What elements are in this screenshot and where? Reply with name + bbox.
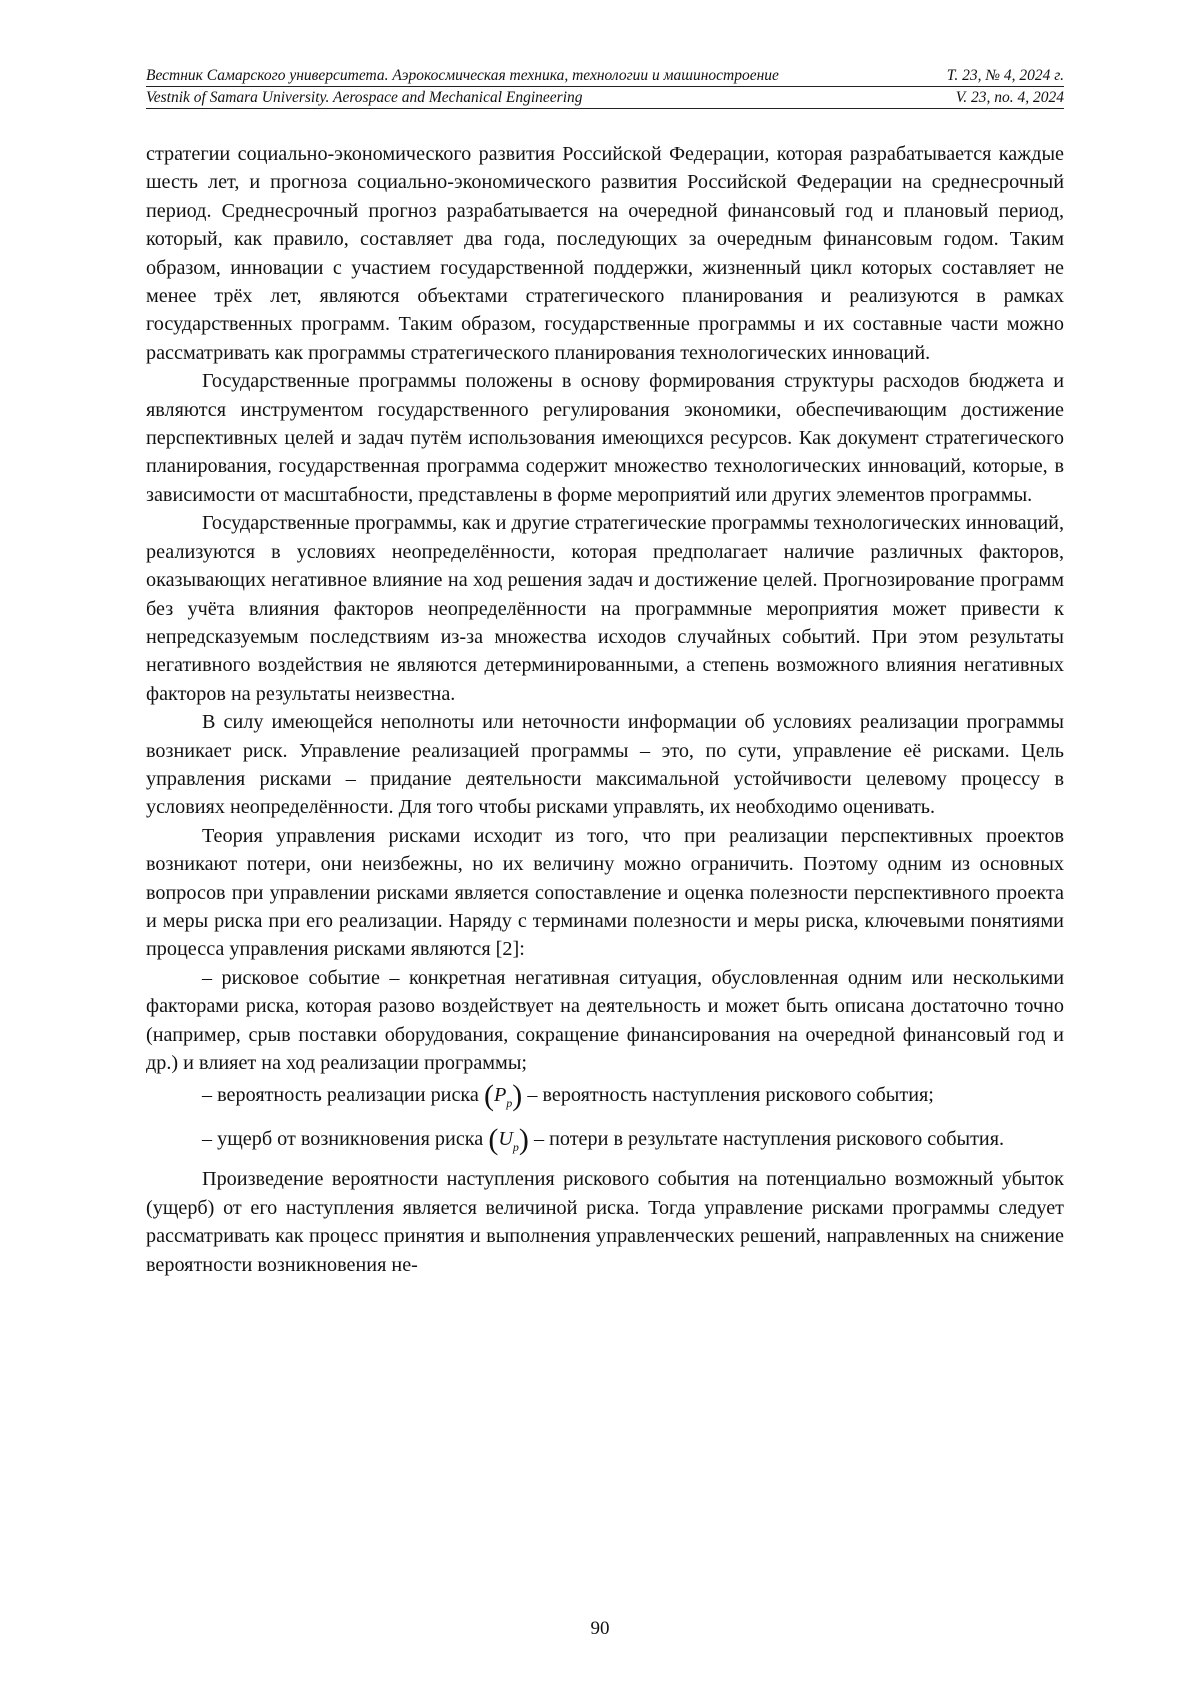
page-number: 90: [590, 1618, 610, 1639]
volume-en: V. 23, no. 4, 2024: [955, 89, 1064, 106]
formula-subscript: p: [512, 1140, 519, 1155]
header-row-en: [146, 89, 1064, 109]
formula-symbol: P: [493, 1084, 507, 1107]
formula-up: $(U_p)$: [488, 1123, 529, 1157]
formula-subscript: p: [506, 1096, 513, 1111]
list-item-text: – вероятность наступления рискового события;: [527, 1084, 934, 1107]
paragraph: Государственные программы, как и другие стратегические программы технологических инноваций, реализуются в условиях неопределённости, которая предполагает наличие различных факторов, оказывающих негативное влияние на ход решения задач и достижение целей. Прогнозирование программ без учёта влияния факторов неопределённости на программные мероприятия может привести к непредсказуемым последствиям из-за множества исходов случайных событий. При этом результаты негативного воздействия не являются детерминированными, а степень возможного влияния негативных факторов на результаты неизвестна.: [146, 512, 1064, 705]
paragraph: Произведение вероятности наступления рискового события на потенциально возможный убыток (ущерб) от его наступления является величиной риска. Тогда управление рисками программы следует рассматривать как процесс принятия и выполнения управленческих решений, направленных на снижение вероятности возникновения не-: [146, 1168, 1064, 1276]
list-item-probability: [146, 1077, 1064, 1121]
volume-ru: Т. 23, № 4, 2024 г.: [946, 67, 1064, 84]
article-body: [146, 140, 1064, 1279]
paragraph: Государственные программы положены в основу формирования структуры расходов бюджета и являются инструментом государственного регулирования экономики, обеспечивающим достижение перспективных целей и задач путём использования имеющихся ресурсов. Как документ стратегического планирования, государственная программа содержит множество технологических инноваций, которые, в зависимости от масштабности, представлены в форме мероприятий или других элементов программы.: [146, 370, 1064, 506]
list-item: – рисковое событие – конкретная негативная ситуация, обусловленная одним или несколькими факторами риска, которая разово воздействует на деятельность и может быть описана достаточно точно (например, срыв поставки оборудования, сокращение финансирования на очередной финансовый год и др.) и влияет на ход реализации программы;: [146, 966, 1064, 1074]
journal-title-ru: Вестник Самарского университета. Аэрокосмическая техника, технологии и машиностроение: [146, 67, 779, 84]
header-row-ru: [146, 67, 1064, 87]
formula-pp: $(P_p)$: [483, 1079, 523, 1113]
paragraph: В силу имеющейся неполноты или неточности информации об условиях реализации программы возникает риск. Управление реализацией программы – это, по сути, управление её рисками. Цель управления рисками – придание деятельности максимальной устойчивости целевому процессу в условиях неопределённости. Для того чтобы рисками управлять, их необходимо оценивать.: [146, 711, 1064, 819]
list-item-damage: [146, 1121, 1064, 1165]
formula-symbol: U: [498, 1128, 513, 1151]
paragraph-continuation: стратегии социально-экономического развития Российской Федерации, которая разрабатывается каждые шесть лет, и прогноза социально-экономического развития Российской Федерации на среднесрочный период. Среднесрочный прогноз разрабатывается на очередной финансовый год и плановый период, который, как правило, составляет два года, последующих за очередным финансовым годом. Таким образом, инновации с участием государственной поддержки, жизненный цикл которых составляет не менее трёх лет, являются объектами стратегического планирования и реализуются в рамках государственных программ. Таким образом, государственные программы и их составные части можно рассматривать как программы стратегического планирования технологических инноваций.: [146, 143, 1064, 364]
paragraph: Теория управления рисками исходит из того, что при реализации перспективных проектов возникают потери, они неизбежны, но их величину можно ограничить. Поэтому одним из основных вопросов при управлении рисками является сопоставление и оценка полезности перспективного проекта и меры риска при его реализации. Наряду с терминами полезности и меры риска, ключевыми понятиями процесса управления рисками являются [2]:: [146, 824, 1064, 961]
journal-title-en: Vestnik of Samara University. Aerospace and Mechanical Engineering: [146, 89, 583, 106]
list-item-text: – потери в результате наступления рискового события.: [533, 1128, 1005, 1151]
list-item-text: – ущерб от возникновения риска: [202, 1128, 484, 1151]
running-header: [146, 67, 1064, 109]
list-item-text: – вероятность реализации риска: [202, 1084, 479, 1107]
